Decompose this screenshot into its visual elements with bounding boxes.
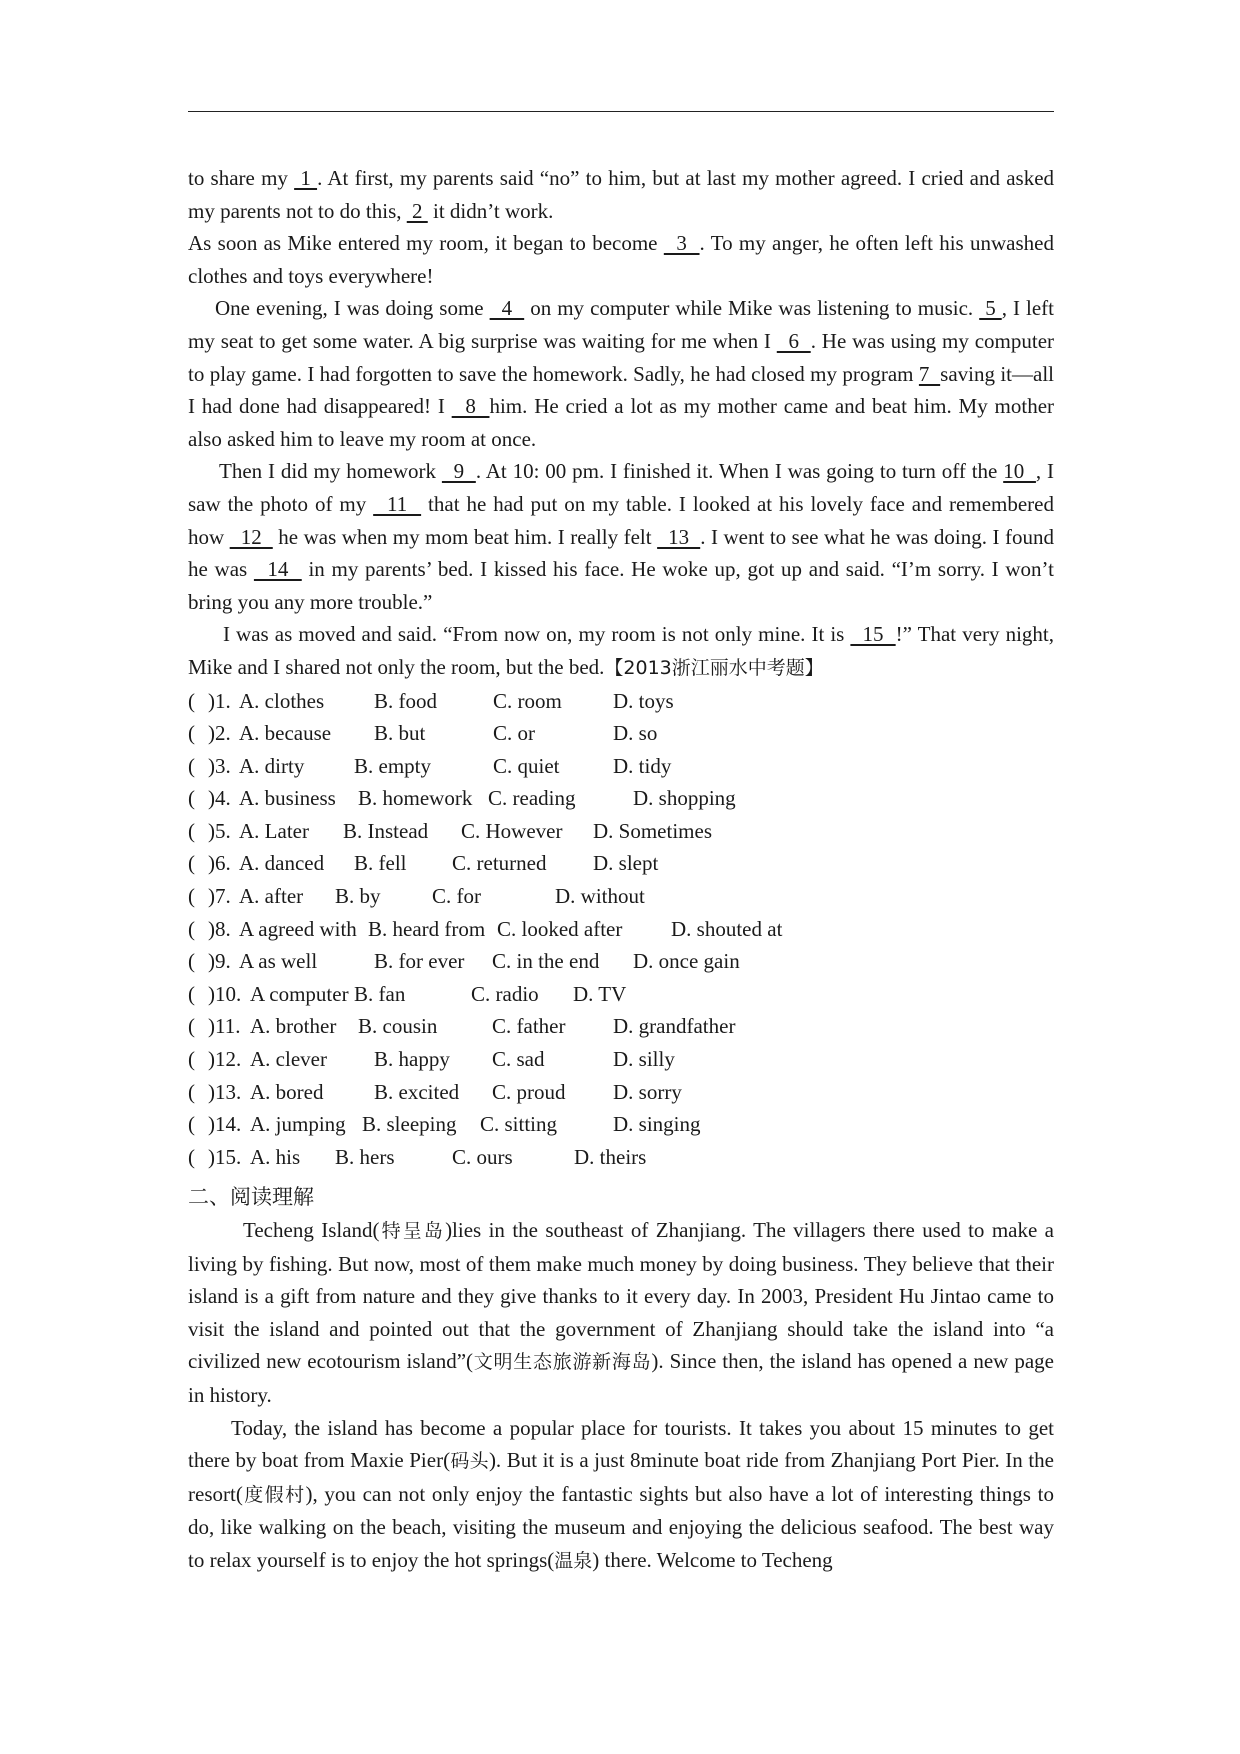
question-number: 6. bbox=[215, 851, 231, 876]
option-d: D. sorry bbox=[613, 1079, 682, 1104]
blank-number: 9 bbox=[441, 459, 476, 484]
option-a: A. business bbox=[239, 786, 336, 811]
answer-paren-close: ) bbox=[208, 1079, 215, 1104]
blank-number: 8 bbox=[451, 394, 490, 419]
answer-paren-open: ( bbox=[188, 851, 195, 876]
question-number: 4. bbox=[215, 786, 231, 811]
text-run: I was as moved and said. “From now on, my room is not only mine. It is bbox=[223, 622, 851, 647]
option-c: C. returned bbox=[452, 851, 547, 876]
question-row bbox=[188, 750, 1054, 783]
option-c: C. sitting bbox=[480, 1112, 558, 1137]
text-run: ). But it is a just 8minute boat ride from Zhanjiang Port Pier. In the resort( bbox=[188, 1448, 1054, 1506]
option-b: B. excited bbox=[374, 1079, 460, 1104]
option-d: D. shouted at bbox=[671, 916, 783, 941]
answer-paren-close: ) bbox=[208, 688, 215, 713]
blank-number: 1 bbox=[294, 166, 318, 190]
text-run: 【2013浙江丽水中考题】 bbox=[604, 656, 824, 679]
blank-number: 14 bbox=[253, 557, 302, 582]
text-run: . At 10: 00 pm. I finished it. When I was going to turn off the bbox=[475, 459, 1004, 484]
option-a: A. danced bbox=[239, 851, 325, 876]
answer-paren-close: ) bbox=[208, 1112, 215, 1137]
question-number: 11. bbox=[215, 1014, 241, 1039]
blank-number: 12 bbox=[229, 524, 273, 549]
question-number: 15. bbox=[215, 1144, 242, 1169]
option-b: B. hers bbox=[335, 1144, 395, 1169]
answer-paren-close: ) bbox=[208, 851, 215, 876]
text-run: saving it—all I had done had disappeared! I bbox=[188, 361, 1054, 419]
option-d: D. TV bbox=[573, 981, 627, 1006]
option-c: C. proud bbox=[492, 1079, 566, 1104]
option-c: C. quiet bbox=[493, 753, 560, 778]
option-d: D. toys bbox=[613, 688, 674, 713]
paragraph bbox=[188, 455, 1054, 618]
question-number: 7. bbox=[215, 884, 231, 909]
text-run: on my computer while Mike was listening to music. bbox=[524, 296, 980, 321]
text-run: ). Since then, the island has opened a new page in history. bbox=[188, 1349, 1054, 1407]
text-run: . At first, my parents said “no” to him, but at last my mother agreed. I cried and asked my parents not to do this, bbox=[188, 166, 1055, 223]
answer-paren-close: ) bbox=[208, 916, 215, 941]
question-number: 13. bbox=[215, 1079, 242, 1104]
text-run: , I left my seat to get some water. A big surprise was waiting for me when I bbox=[188, 296, 1054, 353]
answer-paren-close: ) bbox=[208, 753, 215, 778]
answer-paren-open: ( bbox=[188, 721, 195, 746]
answer-paren-close: ) bbox=[208, 1047, 215, 1072]
answer-paren-close: ) bbox=[208, 884, 215, 909]
option-d: D. singing bbox=[613, 1112, 701, 1137]
blank-number: 7 bbox=[918, 361, 941, 386]
question-row bbox=[188, 782, 1054, 815]
question-number: 9. bbox=[215, 949, 231, 974]
text-run: Techeng Island( bbox=[243, 1218, 380, 1242]
section-title: 二、阅读理解 bbox=[188, 1185, 314, 1210]
answer-paren-open: ( bbox=[188, 1047, 195, 1072]
text-run: 度假村 bbox=[242, 1483, 306, 1506]
option-c: C. However bbox=[461, 818, 563, 843]
paragraph bbox=[188, 227, 1054, 292]
question-row bbox=[188, 945, 1054, 978]
blank-number: 2 bbox=[406, 198, 428, 223]
option-a: A. Later bbox=[239, 818, 309, 843]
question-row bbox=[188, 847, 1054, 880]
option-d: D. once gain bbox=[633, 949, 740, 974]
question-number: 14. bbox=[215, 1112, 242, 1137]
option-d: D. theirs bbox=[574, 1144, 647, 1169]
answer-paren-open: ( bbox=[188, 1144, 195, 1169]
option-a: A. clever bbox=[250, 1047, 327, 1072]
answer-paren-open: ( bbox=[188, 1014, 195, 1039]
paragraph bbox=[188, 1214, 1054, 1412]
blank-number: 13 bbox=[657, 524, 701, 549]
option-c: C. in the end bbox=[492, 949, 600, 974]
option-d: D. slept bbox=[593, 851, 659, 876]
option-c: C. radio bbox=[471, 981, 539, 1006]
option-c: C. ours bbox=[452, 1144, 513, 1169]
option-d: D. tidy bbox=[613, 753, 672, 778]
option-b: B. happy bbox=[374, 1047, 450, 1072]
option-c: C. father bbox=[492, 1014, 566, 1039]
text-run: . To my anger, he often left his unwashed clothes and toys everywhere! bbox=[188, 231, 1054, 288]
text-run: . I went to see what he was doing. I found he was bbox=[188, 524, 1054, 582]
question-row bbox=[188, 1043, 1054, 1076]
question-number: 2. bbox=[215, 721, 231, 746]
question-row bbox=[188, 913, 1054, 946]
option-b: B. but bbox=[374, 721, 426, 746]
option-a: A as well bbox=[239, 949, 318, 974]
option-c: C. reading bbox=[488, 786, 576, 811]
option-c: C. looked after bbox=[497, 916, 623, 941]
blank-number: 10 bbox=[1003, 459, 1036, 484]
text-run: him. He cried a lot as my mother came and beat him. My mother also asked him to leave my room at once. bbox=[188, 394, 1055, 451]
text-run: he was when my mom beat him. I really felt bbox=[272, 524, 658, 549]
answer-paren-open: ( bbox=[188, 753, 195, 778]
option-a: A. dirty bbox=[239, 753, 305, 778]
option-c: C. for bbox=[432, 884, 481, 909]
answer-paren-close: ) bbox=[208, 1144, 215, 1169]
question-number: 1. bbox=[215, 688, 231, 713]
option-d: D. shopping bbox=[633, 786, 736, 811]
text-run: Today, the island has become a popular place for tourists. It takes you about 15 minutes to get there by boat from Maxie Pier( bbox=[188, 1415, 1054, 1473]
text-run: in my parents’ bed. I kissed his face. He woke up, got up and said. “I’m sorry. I won’t bring you any more trouble.” bbox=[188, 557, 1054, 614]
option-a: A. because bbox=[239, 721, 332, 746]
option-a: A computer bbox=[250, 981, 349, 1006]
text-run: to share my bbox=[188, 166, 295, 190]
option-b: B. cousin bbox=[358, 1014, 438, 1039]
option-b: B. empty bbox=[354, 753, 431, 778]
option-a: A. after bbox=[239, 884, 304, 909]
text-run: !” That very night, Mike and I shared not only the room, but the bed. bbox=[188, 622, 1054, 679]
document-body bbox=[188, 162, 1054, 1578]
option-d: D. grandfather bbox=[613, 1014, 736, 1039]
option-b: B. for ever bbox=[374, 949, 465, 974]
answer-paren-open: ( bbox=[188, 916, 195, 941]
answer-paren-close: ) bbox=[208, 818, 215, 843]
cloze-passage bbox=[188, 162, 1054, 685]
option-d: D. so bbox=[613, 721, 658, 746]
text-run: 文明生态旅游新海岛 bbox=[473, 1351, 652, 1374]
answer-paren-open: ( bbox=[188, 1079, 195, 1104]
question-row bbox=[188, 880, 1054, 913]
option-b: B. fan bbox=[354, 981, 406, 1006]
blank-number: 11 bbox=[373, 491, 422, 516]
question-row bbox=[188, 1076, 1054, 1109]
option-b: B. fell bbox=[354, 851, 407, 876]
text-run: Then I did my homework bbox=[219, 459, 442, 484]
question-row bbox=[188, 978, 1054, 1011]
question-number: 10. bbox=[215, 981, 242, 1006]
paragraph bbox=[188, 162, 1054, 227]
paragraph bbox=[188, 1412, 1054, 1578]
option-c: C. room bbox=[493, 688, 562, 713]
blank-number: 15 bbox=[850, 622, 896, 647]
option-a: A. brother bbox=[250, 1014, 337, 1039]
text-run: As soon as Mike entered my room, it began to become bbox=[188, 231, 664, 256]
reading-passage bbox=[188, 1214, 1054, 1578]
question-row bbox=[188, 1010, 1054, 1043]
option-a: A. jumping bbox=[250, 1112, 346, 1137]
text-run: that he had put on my table. I looked at his lovely face and remembered how bbox=[188, 491, 1054, 549]
option-a: A agreed with bbox=[239, 916, 357, 941]
paragraph bbox=[188, 292, 1054, 455]
question-row bbox=[188, 717, 1054, 750]
text-run: it didn’t work. bbox=[427, 198, 554, 223]
question-row bbox=[188, 815, 1054, 848]
answer-paren-open: ( bbox=[188, 786, 195, 811]
answer-paren-close: ) bbox=[208, 721, 215, 746]
question-number: 12. bbox=[215, 1047, 242, 1072]
text-run: , I saw the photo of my bbox=[188, 459, 1055, 516]
text-run: . He was using my computer to play game. I had forgotten to save the homework. Sadly, he had closed my program bbox=[188, 328, 1055, 386]
option-b: B. Instead bbox=[343, 818, 429, 843]
text-run: ) there. Welcome to Techeng bbox=[592, 1547, 833, 1572]
blank-number: 3 bbox=[663, 231, 700, 256]
blank-number: 5 bbox=[979, 296, 1002, 321]
answer-paren-open: ( bbox=[188, 688, 195, 713]
answer-paren-open: ( bbox=[188, 818, 195, 843]
option-b: B. by bbox=[335, 884, 381, 909]
text-run: 温泉 bbox=[554, 1549, 593, 1572]
option-b: B. heard from bbox=[368, 916, 486, 941]
text-run: )lies in the southeast of Zhanjiang. The villagers there used to make a living by fishing. But now, most of them make much money by doing business. They believe that their island is a gift from nature and they give thanks to it every day. In 2003, President Hu Jintao came to visit the island and pointed out that the government of Zhanjiang should take the island into “a civilized new ecotourism island”( bbox=[188, 1218, 1054, 1374]
answer-paren-open: ( bbox=[188, 981, 195, 1006]
answer-paren-open: ( bbox=[188, 1112, 195, 1137]
question-row bbox=[188, 1108, 1054, 1141]
text-run: One evening, I was doing some bbox=[215, 296, 490, 321]
answer-paren-close: ) bbox=[208, 949, 215, 974]
text-run: 码头 bbox=[450, 1450, 489, 1473]
question-number: 5. bbox=[215, 818, 231, 843]
question-row bbox=[188, 685, 1054, 718]
option-b: B. homework bbox=[358, 786, 473, 811]
option-a: A. clothes bbox=[239, 688, 325, 713]
blank-number: 6 bbox=[776, 328, 811, 353]
answer-paren-open: ( bbox=[188, 884, 195, 909]
option-c: C. sad bbox=[492, 1047, 545, 1072]
answer-paren-close: ) bbox=[208, 786, 215, 811]
text-run: ), you can not only enjoy the fantastic sights but also have a lot of interesting things to do, like walking on the beach, visiting the museum and enjoying the delicious seafood. The best way to relax yourself is to enjoy the hot springs( bbox=[188, 1481, 1054, 1572]
option-a: A. his bbox=[250, 1144, 301, 1169]
option-d: D. silly bbox=[613, 1047, 675, 1072]
option-b: B. sleeping bbox=[362, 1112, 457, 1137]
answer-paren-close: ) bbox=[208, 981, 215, 1006]
question-row bbox=[188, 1141, 1054, 1174]
question-number: 3. bbox=[215, 753, 231, 778]
answer-paren-open: ( bbox=[188, 949, 195, 974]
paragraph bbox=[188, 618, 1054, 684]
option-d: D. without bbox=[555, 884, 645, 909]
text-run: 特呈岛 bbox=[379, 1220, 446, 1242]
question-number: 8. bbox=[215, 916, 231, 941]
question-list bbox=[188, 685, 1054, 1174]
option-c: C. or bbox=[493, 721, 535, 746]
answer-paren-close: ) bbox=[208, 1014, 215, 1039]
option-d: D. Sometimes bbox=[593, 818, 712, 843]
blank-number: 4 bbox=[489, 296, 525, 321]
header-rule bbox=[188, 111, 1054, 112]
option-a: A. bored bbox=[250, 1079, 324, 1104]
option-b: B. food bbox=[374, 688, 437, 713]
